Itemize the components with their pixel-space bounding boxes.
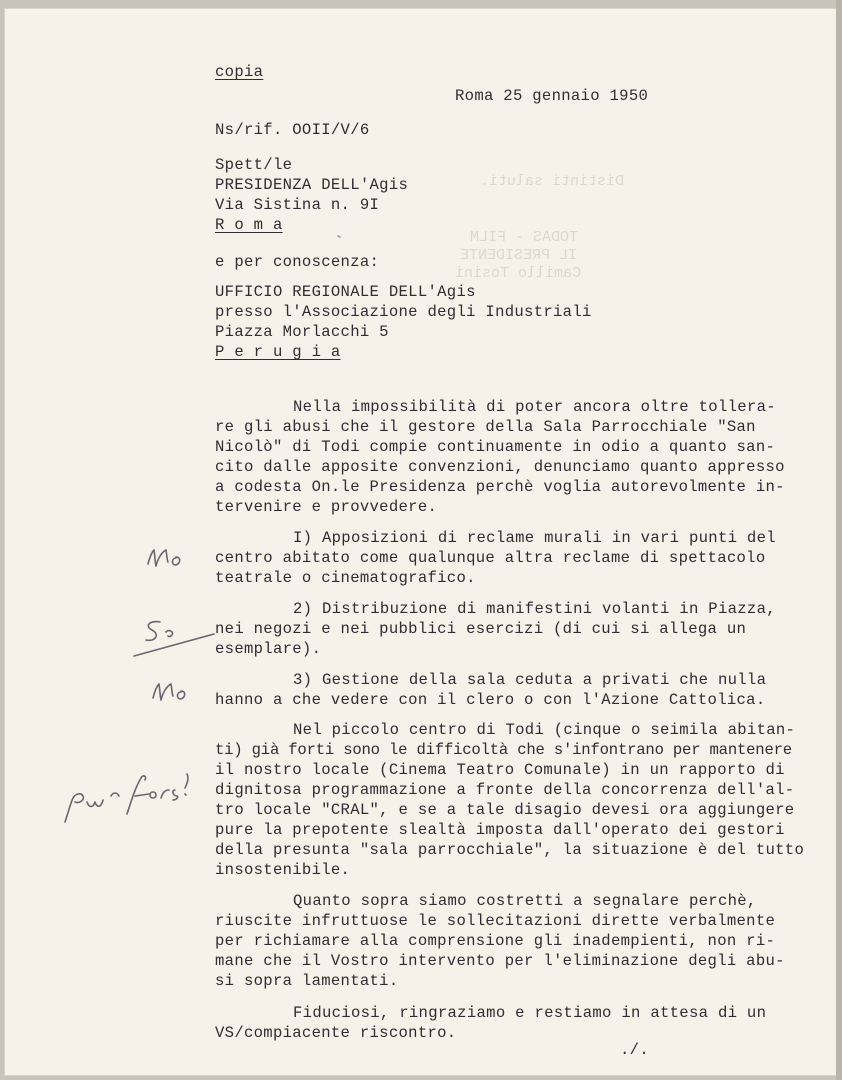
cc-line: presso l'Associazione degli Industriali (215, 303, 592, 321)
body-line: I) Apposizioni di reclame murali in vari punti del (293, 529, 776, 547)
body-line: 2) Distribuzione di manifestini volanti in Piazza, (293, 600, 776, 618)
body-line: ti) già forti sono le difficoltà che s'infontrano per mantenere (215, 741, 792, 759)
copy-mark: copia (215, 63, 264, 81)
body-line: Fiduciosi, ringraziamo e restiamo in attesa di un (293, 1004, 767, 1022)
place-date: Roma 25 gennaio 1950 (455, 87, 649, 105)
body-line: dignitosa programmazione a fronte della concorrenza dell'al- (215, 781, 795, 799)
page-edge (836, 0, 842, 1080)
body-line: per richiamare alla comprensione gli inadempienti, non ri- (215, 932, 776, 950)
copy-mark-scribble (330, 230, 350, 242)
continuation-mark: ./. (620, 1041, 649, 1059)
margin-note-pur-forse (55, 762, 205, 832)
margin-note-no (140, 538, 200, 578)
body-line: Quanto sopra siamo costretti a segnalare perchè, (293, 892, 757, 910)
body-line: teatrale o cinematografico. (215, 569, 476, 587)
recipient-city: R o m a (215, 216, 283, 234)
body-line: tro locale "CRAL", e se a tale disagio devesi ora aggiungere (215, 801, 795, 819)
bleed-through-line: Camillo Tosini (455, 265, 582, 282)
body-line: hanno a che vedere con il clero o con l'Azione Cattolica. (215, 691, 766, 709)
body-line: cito dalle apposite convenzioni, denunciamo quanto appresso (215, 458, 785, 476)
body-line: 3) Gestione della sala ceduta a privati che nulla (293, 671, 767, 689)
body-line: della presunta "sala parrocchiale", la situazione è del tutto (215, 841, 805, 859)
body-line: nei negozi e nei pubblici esercizi (di cui si allega un (215, 620, 747, 638)
body-line: Nel piccolo centro di Todi (cinque o seimila abitan- (293, 721, 796, 739)
recipient-line: Via Sistina n. 9I (215, 196, 380, 214)
body-line: si sopra lamentati. (215, 972, 399, 990)
body-line: mane che il Vostro intervento per l'eliminazione degli abu- (215, 952, 785, 970)
body-line: esemplare). (215, 640, 322, 658)
body-line: a codesta On.le Presidenza perchè voglia autorevolmente in- (215, 478, 785, 496)
recipient-line: PRESIDENZA DELL'Agis (215, 176, 409, 194)
body-line: il nostro locale (Cinema Teatro Comunale) in un rapporto di (215, 761, 785, 779)
body-line: riuscite infruttuose le sollecitazioni dirette verbalmente (215, 912, 776, 930)
bleed-through-line: IL PRESIDENTE (460, 247, 578, 264)
reference-number: Ns/rif. OOII/V/6 (215, 121, 370, 139)
body-line: insostenibile. (215, 861, 351, 879)
cc-line: UFFICIO REGIONALE DELL'Agis (215, 283, 476, 301)
cc-intro: e per conoscenza: (215, 253, 380, 271)
bleed-through-line: TODAS - FILM (470, 229, 579, 246)
body-line: centro abitato come qualunque altra reclame di spettacolo (215, 549, 766, 567)
margin-note-si (130, 612, 220, 662)
cc-line: Piazza Morlacchi 5 (215, 323, 389, 341)
body-line: tervenire e provvedere. (215, 498, 438, 516)
recipient-line: Spett/le (215, 156, 293, 174)
cc-city: P e r u g i a (215, 343, 341, 361)
body-line: VS/compiacente riscontro. (215, 1024, 457, 1042)
body-line: Nella impossibilità di poter ancora oltre tollera- (293, 398, 776, 416)
body-line: Nicolò" di Todi compie continuamente in odio a quanto san- (215, 438, 776, 456)
bleed-through-line: Distinti saluti. (480, 173, 625, 190)
margin-note-no-2 (145, 672, 205, 712)
body-line: pure la prepotente slealtà imposta dall'operato dei gestori (215, 821, 785, 839)
body-line: re gli abusi che il gestore della Sala Parrocchiale "San (215, 418, 756, 436)
